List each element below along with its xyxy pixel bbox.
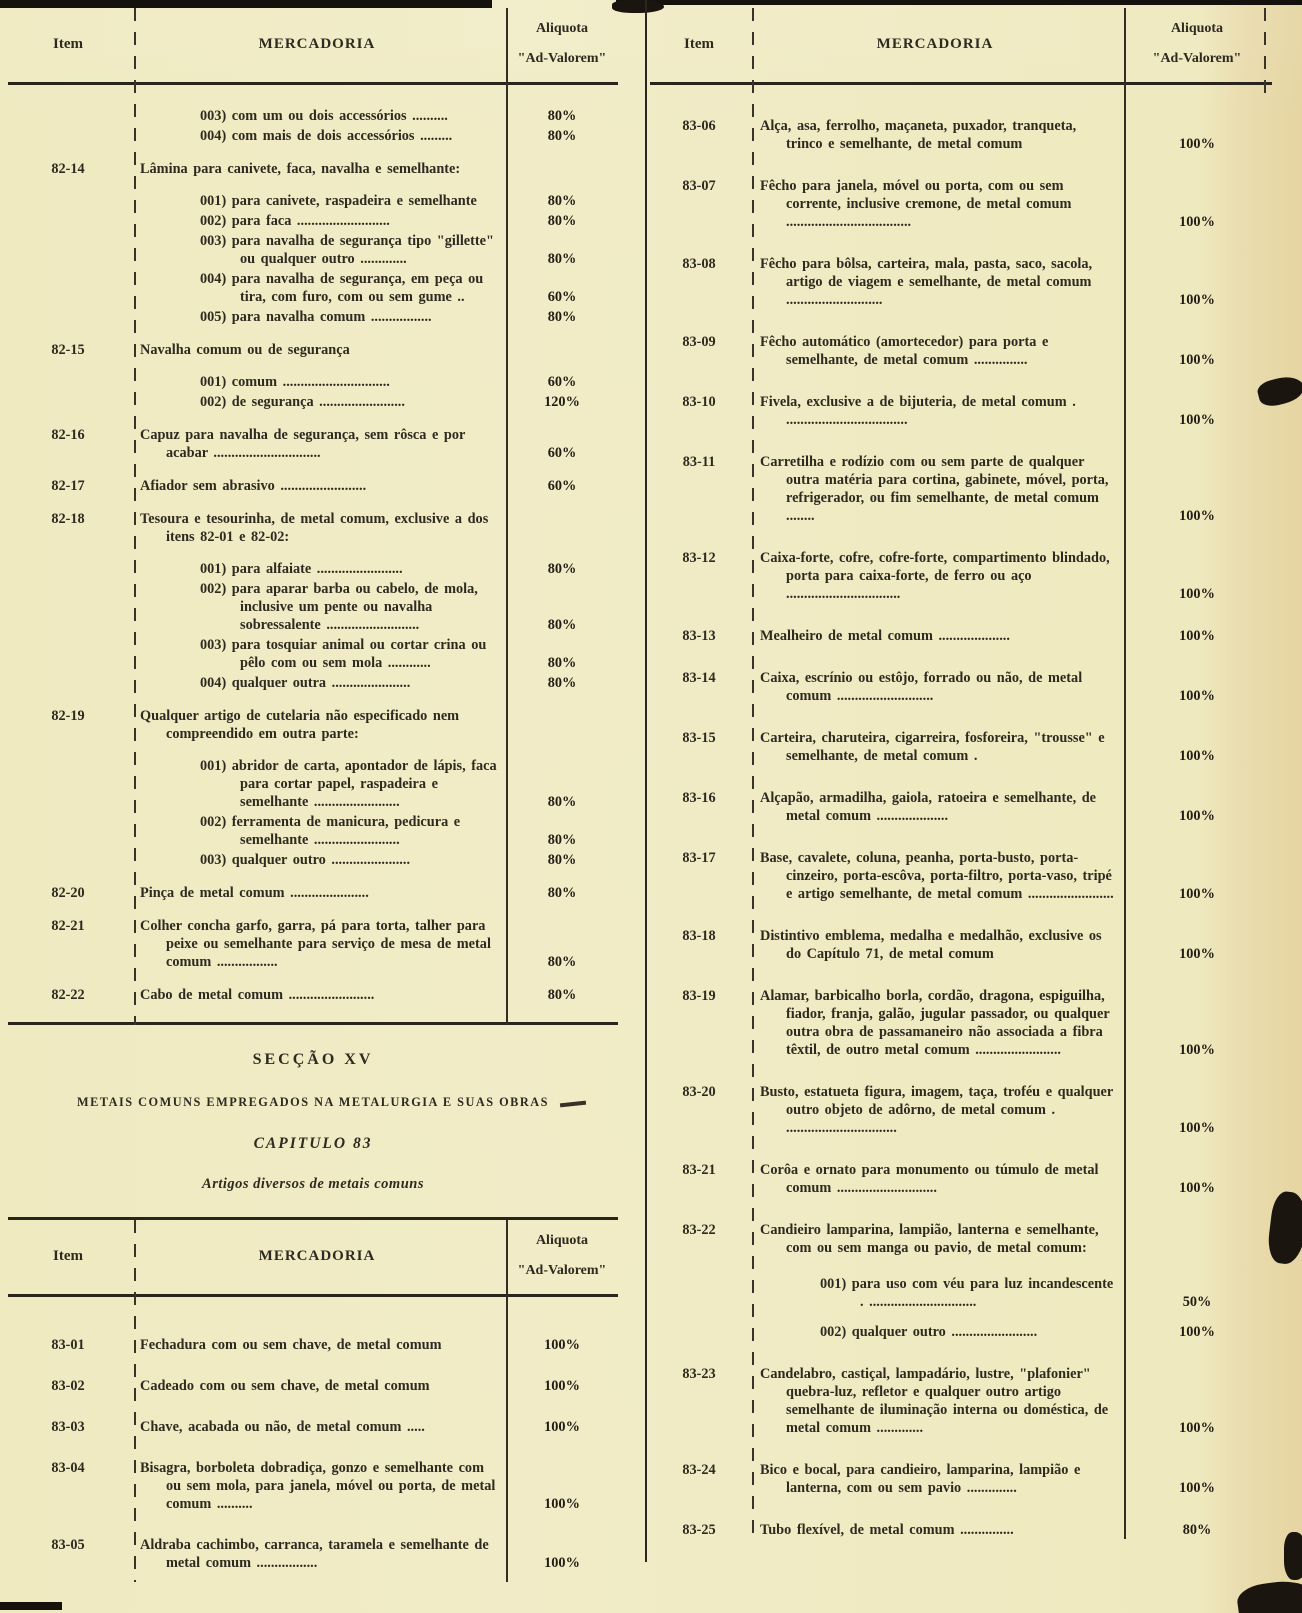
ad-valorem-rate: 100% xyxy=(1179,412,1215,428)
item-code: 83-23 xyxy=(682,1366,716,1382)
ad-valorem-rate: 100% xyxy=(1179,1180,1215,1196)
merchandise-text: 003) qualquer outro ...................... xyxy=(200,852,411,868)
ad-valorem-rate: 80% xyxy=(547,885,577,901)
table-row xyxy=(8,813,618,849)
merchandise-text: 001) comum .............................. xyxy=(200,374,390,390)
table-header xyxy=(8,8,618,82)
merchandise-text: Bisagra, borboleta dobradiça, gonzo e semelhante com ou sem mola, para janela, móvel ou porta, de metal comum .......... xyxy=(140,1460,496,1512)
item-code: 83-01 xyxy=(51,1337,85,1353)
merchandise-text: 003) para navalha de segurança tipo "gillette" ou qualquer outro ............. xyxy=(200,233,494,267)
item-code: 83-19 xyxy=(682,988,716,1004)
item-code: 83-14 xyxy=(682,670,716,686)
scan-edge-top-left xyxy=(0,0,492,8)
merchandise-text: Mealheiro de metal comum .................... xyxy=(760,628,1010,644)
column-header-item: Item xyxy=(53,1248,83,1264)
merchandise-text: Aldraba cachimbo, carranca, taramela e semelhante de metal comum ................. xyxy=(140,1537,489,1571)
ad-valorem-rate: 100% xyxy=(1179,946,1215,962)
ad-valorem-rate: 60% xyxy=(547,445,577,461)
item-code: 83-13 xyxy=(682,628,716,644)
table-row xyxy=(650,849,1272,903)
divider-item-mercadoria xyxy=(752,8,754,1539)
table-row xyxy=(650,117,1272,153)
item-code: 83-05 xyxy=(51,1537,85,1553)
column-header-aliquota: Aliquota "Ad-Valorem" xyxy=(517,1233,607,1278)
merchandise-text: Capuz para navalha de segurança, sem rôsca e por acabar .............................. xyxy=(140,427,466,461)
ad-valorem-rate: 100% xyxy=(1179,1420,1215,1436)
merchandise-text: Carteira, charuteira, cigarreira, fosforeira, "trousse" e semelhante, de metal comum . xyxy=(760,730,1105,764)
merchandise-text: Candieiro lamparina, lampião, lanterna e semelhante, com ou sem manga ou pavio, de metal comum: xyxy=(760,1222,1099,1256)
merchandise-text: Navalha comum ou de segurança xyxy=(140,342,350,358)
ad-valorem-rate: 100% xyxy=(544,1496,580,1512)
item-code: 83-15 xyxy=(682,730,716,746)
merchandise-text: 002) para faca .......................... xyxy=(200,213,390,229)
tariff-table-left-top xyxy=(8,8,618,1025)
scan-blot-bottom-right xyxy=(1235,1577,1302,1613)
table-row xyxy=(8,986,618,1004)
merchandise-text: Cadeado com ou sem chave, de metal comum xyxy=(140,1378,430,1394)
table-header xyxy=(650,8,1272,82)
ad-valorem-rate: 80% xyxy=(547,852,577,868)
right-column xyxy=(650,8,1272,1539)
table-row xyxy=(8,1536,618,1572)
item-code: 82-21 xyxy=(51,918,85,934)
scan-edge-top-right xyxy=(616,0,1302,5)
item-code: 83-03 xyxy=(51,1419,85,1435)
item-code: 82-19 xyxy=(51,708,85,724)
table-row xyxy=(650,1275,1272,1311)
item-code: 83-11 xyxy=(682,454,716,470)
item-code: 83-07 xyxy=(682,178,716,194)
table-row xyxy=(650,1521,1272,1539)
tariff-table-left-bottom xyxy=(8,1217,618,1582)
item-code: 83-20 xyxy=(682,1084,716,1100)
table-end-rule xyxy=(8,1022,618,1025)
table-row xyxy=(8,270,618,306)
column-header-mercadoria: MERCADORIA xyxy=(258,36,376,52)
table-row xyxy=(8,1418,618,1436)
merchandise-text: Candelabro, castiçal, lampadário, lustre, "plafonier" quebra-luz, refletor e qualquer outro artigo semelhante de iluminação interna ou doméstica, de metal comum ............. xyxy=(760,1366,1109,1436)
item-code: 83-17 xyxy=(682,850,716,866)
ad-valorem-rate: 80% xyxy=(547,251,577,267)
ad-valorem-rate: 100% xyxy=(1179,1120,1215,1136)
column-header-aliquota: Aliquota "Ad-Valorem" xyxy=(517,21,607,66)
table-row xyxy=(8,580,618,634)
merchandise-text: 002) para aparar barba ou cabelo, de mola, inclusive um pente ou navalha sobressalente .......................... xyxy=(200,581,478,633)
section-subtitle: METAIS COMUNS EMPREGADOS NA METALURGIA E SUAS OBRAS xyxy=(77,1095,549,1109)
merchandise-text: Distintivo emblema, medalha e medalhão, exclusive os do Capítulo 71, de metal comum xyxy=(760,928,1102,962)
table-row xyxy=(650,549,1272,603)
ad-valorem-rate: 100% xyxy=(544,1337,580,1353)
merchandise-text: Base, cavalete, coluna, peanha, porta-busto, porta-cinzeiro, porta-escôva, porta-filtro, porta-vaso, tripé e artigo semelhante, de metal comum ........................ xyxy=(760,850,1114,902)
table-row xyxy=(8,1459,618,1513)
ad-valorem-rate: 100% xyxy=(1179,1480,1215,1496)
table-row xyxy=(650,987,1272,1059)
ad-valorem-rate: 100% xyxy=(1179,214,1215,230)
divider-aliquota-edge xyxy=(1264,8,1266,104)
ad-valorem-rate: 100% xyxy=(1179,748,1215,764)
table-row xyxy=(650,627,1272,645)
table-row xyxy=(650,453,1272,525)
table-row xyxy=(650,789,1272,825)
item-code: 83-18 xyxy=(682,928,716,944)
ad-valorem-rate: 100% xyxy=(1179,808,1215,824)
item-code: 83-04 xyxy=(51,1460,85,1476)
merchandise-text: 003) com um ou dois accessórios .......... xyxy=(200,108,448,124)
table-row xyxy=(650,177,1272,231)
ad-valorem-rate: 120% xyxy=(544,394,580,410)
table-row xyxy=(8,674,618,692)
item-code: 82-22 xyxy=(51,987,85,1003)
column-header-mercadoria: MERCADORIA xyxy=(258,1248,376,1264)
merchandise-text: 003) para tosquiar animal ou cortar crina ou pêlo com ou sem mola ............ xyxy=(200,637,487,671)
ad-valorem-rate: 80% xyxy=(547,832,577,848)
ad-valorem-rate: 80% xyxy=(547,193,577,209)
item-code: 83-22 xyxy=(682,1222,716,1238)
merchandise-text: Busto, estatueta figura, imagem, taça, troféu e qualquer outro objeto de adôrno, de metal comum . ............................... xyxy=(760,1084,1113,1136)
item-code: 83-08 xyxy=(682,256,716,272)
scan-blot-right-3 xyxy=(1284,1532,1302,1580)
ad-valorem-rate: 50% xyxy=(1182,1294,1212,1310)
table-row xyxy=(650,1161,1272,1197)
table-row xyxy=(650,333,1272,369)
merchandise-text: Cabo de metal comum ........................ xyxy=(140,987,375,1003)
merchandise-text: 001) para uso com véu para luz incandescente . .............................. xyxy=(820,1276,1114,1310)
ad-valorem-rate: 80% xyxy=(547,617,577,633)
ad-valorem-rate: 80% xyxy=(547,108,577,124)
ad-valorem-rate: 60% xyxy=(547,478,577,494)
merchandise-text: 001) para alfaiate ........................ xyxy=(200,561,403,577)
table-row xyxy=(650,1221,1272,1257)
ad-valorem-rate: 100% xyxy=(1179,628,1215,644)
merchandise-text: Colher concha garfo, garra, pá para torta, talher para peixe ou semelhante para serviço de mesa de metal comum ................. xyxy=(140,918,491,970)
table-rows xyxy=(650,85,1272,1539)
table-row xyxy=(8,1377,618,1395)
table-row xyxy=(8,917,618,971)
chapter-subtitle: Artigos diversos de metais comuns xyxy=(202,1176,424,1192)
item-code: 82-14 xyxy=(51,161,85,177)
chapter-title: CAPITULO 83 xyxy=(253,1135,373,1152)
ad-valorem-rate: 100% xyxy=(1179,688,1215,704)
table-row xyxy=(8,707,618,743)
item-code: 83-16 xyxy=(682,790,716,806)
table-row xyxy=(8,308,618,326)
item-code: 83-25 xyxy=(682,1522,716,1538)
divider-item-mercadoria xyxy=(134,1220,136,1582)
table-row xyxy=(8,127,618,145)
item-code: 83-24 xyxy=(682,1462,716,1478)
merchandise-text: Fêcho automático (amortecedor) para porta e semelhante, de metal comum ............... xyxy=(760,334,1049,368)
ad-valorem-rate: 100% xyxy=(1179,136,1215,152)
merchandise-text: 005) para navalha comum ................. xyxy=(200,309,432,325)
column-header-mercadoria: MERCADORIA xyxy=(876,36,994,52)
merchandise-text: 002) ferramenta de manicura, pedicura e semelhante ........................ xyxy=(200,814,461,848)
ad-valorem-rate: 100% xyxy=(544,1419,580,1435)
table-row xyxy=(8,160,618,178)
ad-valorem-rate: 100% xyxy=(1179,586,1215,602)
ad-valorem-rate: 80% xyxy=(1182,1522,1212,1538)
table-header xyxy=(8,1220,618,1294)
table-row xyxy=(8,107,618,125)
column-header-item: Item xyxy=(684,36,714,52)
divider-item-mercadoria xyxy=(134,8,136,1025)
table-row xyxy=(8,373,618,391)
table-row xyxy=(8,851,618,869)
ad-valorem-rate: 80% xyxy=(547,213,577,229)
ad-valorem-rate: 80% xyxy=(547,987,577,1003)
column-header-aliquota: Aliquota "Ad-Valorem" xyxy=(1152,21,1242,66)
table-row xyxy=(8,232,618,268)
table-row xyxy=(8,341,618,359)
scan-edge-bottom-left xyxy=(0,1602,62,1610)
item-code: 83-02 xyxy=(51,1378,85,1394)
table-row xyxy=(8,212,618,230)
section-heading-block xyxy=(8,1025,618,1217)
ad-valorem-rate: 60% xyxy=(547,289,577,305)
table-row xyxy=(8,477,618,495)
item-code: 82-16 xyxy=(51,427,85,443)
merchandise-text: 002) de segurança ........................ xyxy=(200,394,405,410)
item-code: 83-09 xyxy=(682,334,716,350)
merchandise-text: 004) com mais de dois accessórios ......... xyxy=(200,128,453,144)
merchandise-text: Alamar, barbicalho borla, cordão, dragona, espiguilha, fiador, franja, galão, jugular passador, ou qualquer outra obra de passamaneiro não associada a fibra têxtil, de outro metal comum ........................ xyxy=(760,988,1110,1058)
item-code: 83-21 xyxy=(682,1162,716,1178)
ad-valorem-rate: 100% xyxy=(1179,1324,1215,1340)
merchandise-text: Alça, asa, ferrolho, maçaneta, puxador, tranqueta, trinco e semelhante, de metal comum xyxy=(760,118,1077,152)
ad-valorem-rate: 100% xyxy=(1179,352,1215,368)
merchandise-text: 002) qualquer outro ........................ xyxy=(820,1324,1038,1340)
merchandise-text: Caixa-forte, cofre, cofre-forte, compartimento blindado, porta para caixa-forte, de ferro ou aço ................................ xyxy=(760,550,1110,602)
item-code: 82-18 xyxy=(51,511,85,527)
merchandise-text: Caixa, escrínio ou estôjo, forrado ou não, de metal comum ........................... xyxy=(760,670,1083,704)
table-row xyxy=(8,393,618,411)
merchandise-text: 001) abridor de carta, apontador de lápis, faca para cortar papel, raspadeira e semelhante ........................ xyxy=(200,758,497,810)
merchandise-text: Pinça de metal comum ...................... xyxy=(140,885,369,901)
ad-valorem-rate: 80% xyxy=(547,675,577,691)
table-row xyxy=(650,1083,1272,1137)
merchandise-text: Fêcho para bôlsa, carteira, mala, pasta, saco, sacola, artigo de viagem e semelhante, de metal comum ........................... xyxy=(760,256,1093,308)
table-row xyxy=(650,927,1272,963)
merchandise-text: Fêcho para janela, móvel ou porta, com ou sem corrente, inclusive cremone, de metal comum ................................... xyxy=(760,178,1072,230)
table-row xyxy=(650,1323,1272,1341)
table-row xyxy=(650,669,1272,705)
table-row xyxy=(8,884,618,902)
table-row xyxy=(650,393,1272,429)
merchandise-text: Alçapão, armadilha, gaiola, ratoeira e semelhante, de metal comum .................... xyxy=(760,790,1097,824)
merchandise-text: Chave, acabada ou não, de metal comum ..... xyxy=(140,1419,425,1435)
table-row xyxy=(8,510,618,546)
item-code: 83-12 xyxy=(682,550,716,566)
tariff-table-right xyxy=(650,8,1272,1539)
table-row xyxy=(8,636,618,672)
column-divider-line xyxy=(645,0,647,1562)
merchandise-text: Carretilha e rodízio com ou sem parte de qualquer outra matéria para cortina, gabinete, móvel, porta, refrigerador, ou fim semelhante, de metal comum ........ xyxy=(760,454,1109,524)
table-row xyxy=(8,560,618,578)
divider-mercadoria-aliquota xyxy=(506,1220,508,1582)
merchandise-text: Fivela, exclusive a de bijuteria, de metal comum . .................................. xyxy=(760,394,1076,428)
table-row xyxy=(650,729,1272,765)
table-rows xyxy=(8,1297,618,1582)
ad-valorem-rate: 80% xyxy=(547,309,577,325)
table-row xyxy=(650,1365,1272,1437)
ad-valorem-rate: 100% xyxy=(544,1555,580,1571)
table-row xyxy=(650,1461,1272,1497)
ad-valorem-rate: 100% xyxy=(1179,1042,1215,1058)
item-code: 82-17 xyxy=(51,478,85,494)
divider-mercadoria-aliquota xyxy=(1124,8,1126,1539)
merchandise-text: Tesoura e tesourinha, de metal comum, exclusive a dos itens 82-01 e 82-02: xyxy=(140,511,489,545)
item-code: 82-15 xyxy=(51,342,85,358)
item-code: 83-10 xyxy=(682,394,716,410)
merchandise-text: 004) qualquer outra ...................... xyxy=(200,675,411,691)
ad-valorem-rate: 100% xyxy=(1179,886,1215,902)
merchandise-text: Lâmina para canivete, faca, navalha e semelhante: xyxy=(140,161,461,177)
item-code: 82-20 xyxy=(51,885,85,901)
section-title: SECÇÃO XV xyxy=(252,1051,374,1068)
merchandise-text: 004) para navalha de segurança, em peça ou tira, com furo, com ou sem gume .. xyxy=(200,271,484,305)
merchandise-text: Tubo flexível, de metal comum ............... xyxy=(760,1522,1014,1538)
ad-valorem-rate: 80% xyxy=(547,954,577,970)
ad-valorem-rate: 80% xyxy=(547,561,577,577)
ad-valorem-rate: 60% xyxy=(547,374,577,390)
table-row xyxy=(650,255,1272,309)
merchandise-text: Qualquer artigo de cutelaria não especificado nem compreendido em outra parte: xyxy=(140,708,460,742)
column-header-item: Item xyxy=(53,36,83,52)
table-row xyxy=(8,192,618,210)
merchandise-text: 001) para canivete, raspadeira e semelhante xyxy=(200,193,477,209)
left-column xyxy=(8,8,618,1582)
ad-valorem-rate: 80% xyxy=(547,655,577,671)
table-row xyxy=(8,426,618,462)
table-rows xyxy=(8,85,618,1022)
ad-valorem-rate: 80% xyxy=(547,794,577,810)
ad-valorem-rate: 100% xyxy=(1179,292,1215,308)
merchandise-text: Afiador sem abrasivo ........................ xyxy=(140,478,367,494)
merchandise-text: Corôa e ornato para monumento ou túmulo de metal comum ............................ xyxy=(760,1162,1099,1196)
merchandise-text: Bico e bocal, para candieiro, lamparina, lampião e lanterna, com ou sem pavio .............. xyxy=(760,1462,1081,1496)
table-row xyxy=(8,1336,618,1354)
ad-valorem-rate: 80% xyxy=(547,128,577,144)
ad-valorem-rate: 100% xyxy=(544,1378,580,1394)
divider-mercadoria-aliquota xyxy=(506,8,508,1025)
merchandise-text: Fechadura com ou sem chave, de metal comum xyxy=(140,1337,442,1353)
ad-valorem-rate: 100% xyxy=(1179,508,1215,524)
table-row xyxy=(8,757,618,811)
item-code: 83-06 xyxy=(682,118,716,134)
